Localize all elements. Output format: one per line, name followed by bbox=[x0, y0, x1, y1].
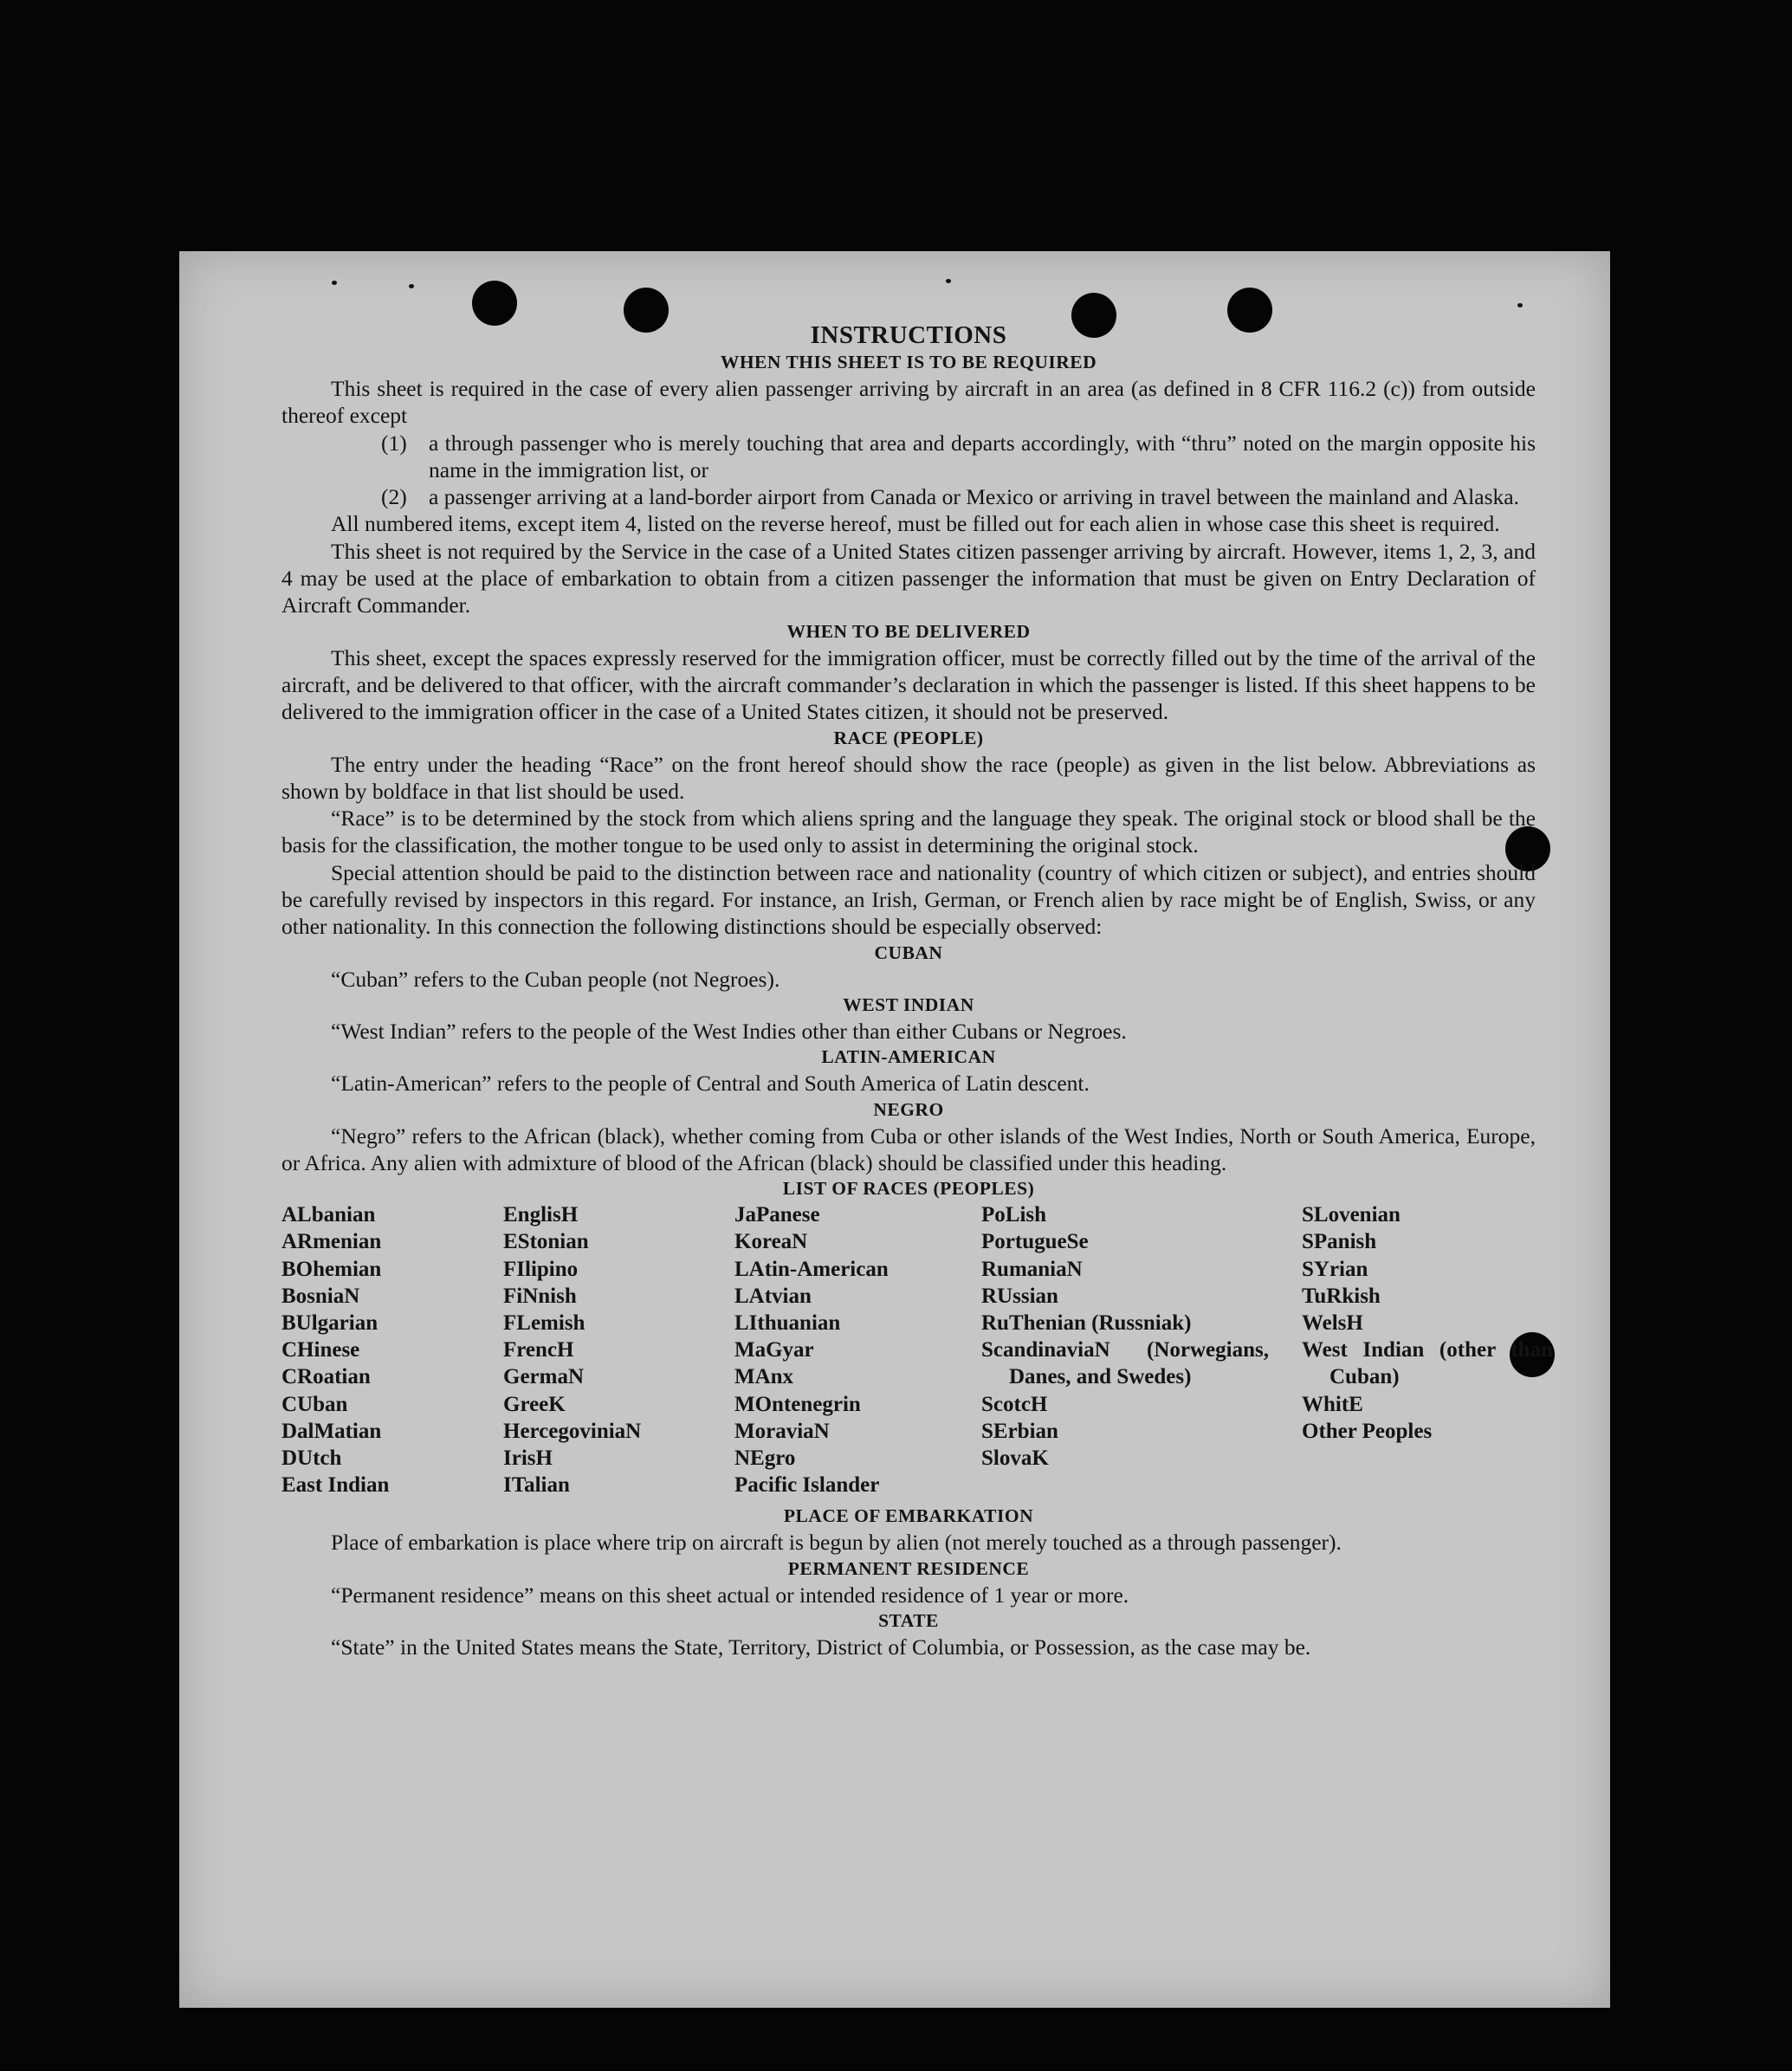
document-sheet bbox=[179, 251, 1610, 2008]
item-text: a through passenger who is merely touching that area and departs accordingly, with “thru” noted on the margin opposite his name in the immigration list, or bbox=[429, 430, 1536, 482]
item-number: (2) bbox=[381, 484, 407, 510]
race-entry: NEgro bbox=[734, 1446, 796, 1470]
speck bbox=[332, 281, 337, 285]
race-entry: FLemish bbox=[503, 1311, 585, 1335]
race-entry: MaGyar bbox=[734, 1338, 814, 1362]
heading-cuban: CUBAN bbox=[874, 942, 943, 963]
race-entry: GermaN bbox=[503, 1365, 585, 1389]
paragraph: “Cuban” refers to the Cuban people (not Negroes). bbox=[331, 966, 780, 992]
race-entry: KoreaN bbox=[734, 1230, 808, 1254]
races-column bbox=[734, 1201, 981, 1498]
heading-west-indian: WEST INDIAN bbox=[843, 993, 974, 1015]
race-entry: BOhemian bbox=[281, 1257, 382, 1281]
speck bbox=[946, 279, 951, 283]
race-entry: ScandinaviaN (Norwegians, Danes, and Swedes) bbox=[981, 1338, 1269, 1389]
race-entry: MOntenegrin bbox=[734, 1392, 861, 1416]
race-entry: RUssian bbox=[981, 1284, 1058, 1308]
race-entry: LAtvian bbox=[734, 1284, 812, 1308]
race-entry: FrencH bbox=[503, 1338, 574, 1362]
race-entry: BosniaN bbox=[281, 1284, 360, 1308]
race-entry: SYrian bbox=[1302, 1257, 1368, 1281]
paragraph: “Permanent residence” means on this sheet actual or intended residence of 1 year or more. bbox=[331, 1582, 1129, 1608]
list-item bbox=[281, 483, 1536, 510]
paragraph: All numbered items, except item 4, listed on the reverse hereof, must be filled out for each alien in whose case this sheet is required. bbox=[331, 511, 1500, 537]
paragraph: “Negro” refers to the African (black), whether coming from Cuba or other islands of the West Indies, North or South America, Europe, or Africa. Any alien with admixture of blood of the African (black) should be classified under this heading. bbox=[281, 1123, 1536, 1175]
paragraph: This sheet is not required by the Service in the case of a United States citizen passenger arriving by aircraft. However, items 1, 2, 3, and 4 may be used at the place of embarkation to obtain from a citizen passenger the information that must be given on Entry Declaration of Aircraft Commander. bbox=[281, 538, 1536, 618]
race-entry: DUtch bbox=[281, 1446, 342, 1470]
race-entry: DalMatian bbox=[281, 1419, 382, 1443]
race-entry: MAnx bbox=[734, 1365, 794, 1389]
race-entry: SLovenian bbox=[1302, 1203, 1401, 1227]
heading-list-of-races: LIST OF RACES (PEOPLES) bbox=[782, 1178, 1035, 1200]
race-entry: JaPanese bbox=[734, 1203, 820, 1227]
race-entry: SPanish bbox=[1302, 1230, 1377, 1254]
race-entry: ALbanian bbox=[281, 1203, 376, 1227]
speck bbox=[1517, 303, 1523, 307]
heading-state: STATE bbox=[878, 1609, 939, 1631]
race-entry: Pacific Islander bbox=[734, 1473, 880, 1498]
races-column bbox=[1302, 1201, 1553, 1498]
race-entry: CRoatian bbox=[281, 1365, 371, 1389]
races-column bbox=[503, 1201, 734, 1498]
race-entry: FiNnish bbox=[503, 1284, 577, 1308]
heading-race: RACE (PEOPLE) bbox=[833, 727, 984, 748]
race-entry: ARmenian bbox=[281, 1230, 382, 1254]
race-entry: EStonian bbox=[503, 1230, 589, 1254]
race-entry: LAtin-American bbox=[734, 1257, 889, 1281]
heading-latin-american: LATIN-AMERICAN bbox=[821, 1046, 996, 1068]
races-column bbox=[281, 1201, 503, 1498]
paragraph: This sheet is required in the case of every alien passenger arriving by aircraft in an area (as defined in 8 CFR 116.2 (c)) from outside thereof except bbox=[281, 376, 1536, 429]
race-entry: FIlipino bbox=[503, 1257, 579, 1281]
races-list bbox=[281, 1201, 1553, 1498]
race-entry: HercegoviniaN bbox=[503, 1419, 642, 1443]
race-entry: ScotcH bbox=[981, 1392, 1048, 1416]
race-entry: EnglisH bbox=[503, 1203, 579, 1227]
speck bbox=[409, 284, 414, 288]
race-entry: TuRkish bbox=[1302, 1284, 1381, 1308]
race-entry: PortugueSe bbox=[981, 1230, 1089, 1254]
list-item bbox=[281, 430, 1536, 484]
punch-hole bbox=[472, 281, 517, 326]
race-entry: CUban bbox=[281, 1392, 348, 1416]
race-entry: IrisH bbox=[503, 1446, 553, 1470]
race-entry: ITalian bbox=[503, 1473, 570, 1498]
paragraph: “West Indian” refers to the people of the West Indies other than either Cubans or Negroes. bbox=[331, 1018, 1127, 1044]
race-entry: BUlgarian bbox=[281, 1311, 378, 1335]
page-title: INSTRUCTIONS bbox=[810, 321, 1007, 349]
race-entry: LIthuanian bbox=[734, 1311, 841, 1335]
heading-when-required: WHEN THIS SHEET IS TO BE REQUIRED bbox=[720, 352, 1097, 372]
heading-when-delivered: WHEN TO BE DELIVERED bbox=[786, 620, 1031, 642]
race-entry: SlovaK bbox=[981, 1446, 1049, 1470]
heading-permanent-residence: PERMANENT RESIDENCE bbox=[787, 1557, 1030, 1579]
item-text: a passenger arriving at a land-border airport from Canada or Mexico or arriving in travel between the mainland and Alaska. bbox=[429, 484, 1519, 510]
paragraph: “Race” is to be determined by the stock from which aliens spring and the language they speak. The original stock or blood shall be the basis for the classification, the mother tongue to be used only to assist in determining the original stock. bbox=[281, 806, 1536, 858]
race-entry: West Indian (other than Cuban) bbox=[1302, 1338, 1553, 1389]
paragraph: “Latin-American” refers to the people of Central and South America of Latin descent. bbox=[331, 1071, 1090, 1097]
race-entry: WhitE bbox=[1302, 1392, 1363, 1416]
race-entry: MoraviaN bbox=[734, 1419, 830, 1443]
race-entry: RumaniaN bbox=[981, 1257, 1083, 1281]
heading-negro: NEGRO bbox=[873, 1098, 944, 1120]
races-column bbox=[981, 1201, 1302, 1498]
paragraph: “State” in the United States means the State, Territory, District of Columbia, or Possession, as the case may be. bbox=[331, 1634, 1311, 1660]
race-entry: East Indian bbox=[281, 1473, 390, 1498]
paragraph: This sheet, except the spaces expressly reserved for the immigration officer, must be correctly filled out by the time of the arrival of the aircraft, and be delivered to that officer, with the aircraft commander’s declaration in which the passenger is listed. If this sheet happens to be delivered to the immigration officer in the case of a United States citizen, it should not be preserved. bbox=[281, 644, 1536, 725]
race-entry: PoLish bbox=[981, 1203, 1047, 1227]
race-entry: GreeK bbox=[503, 1392, 566, 1416]
race-entry: Other Peoples bbox=[1302, 1419, 1433, 1443]
race-entry: WelsH bbox=[1302, 1311, 1363, 1335]
heading-embarkation: PLACE OF EMBARKATION bbox=[783, 1505, 1034, 1527]
item-number: (1) bbox=[381, 430, 407, 456]
instructions-content bbox=[281, 320, 1553, 1660]
paragraph: Place of embarkation is place where trip on aircraft is begun by alien (not merely touched as a through passenger). bbox=[331, 1530, 1342, 1556]
race-entry: SErbian bbox=[981, 1419, 1058, 1443]
race-entry: RuThenian (Russniak) bbox=[981, 1311, 1192, 1335]
race-entry: CHinese bbox=[281, 1338, 360, 1362]
paragraph: The entry under the heading “Race” on the front hereof should show the race (people) as given in the list below. Abbreviations as shown by boldface in that list should be used. bbox=[281, 751, 1536, 804]
paragraph: Special attention should be paid to the distinction between race and nationality (country of which citizen or subject), and entries should be carefully revised by inspectors in this regard. For instance, an Irish, German, or French alien by race might be of English, Swiss, or any other nationality. In this connection the following distinctions should be especially observed: bbox=[281, 859, 1536, 940]
